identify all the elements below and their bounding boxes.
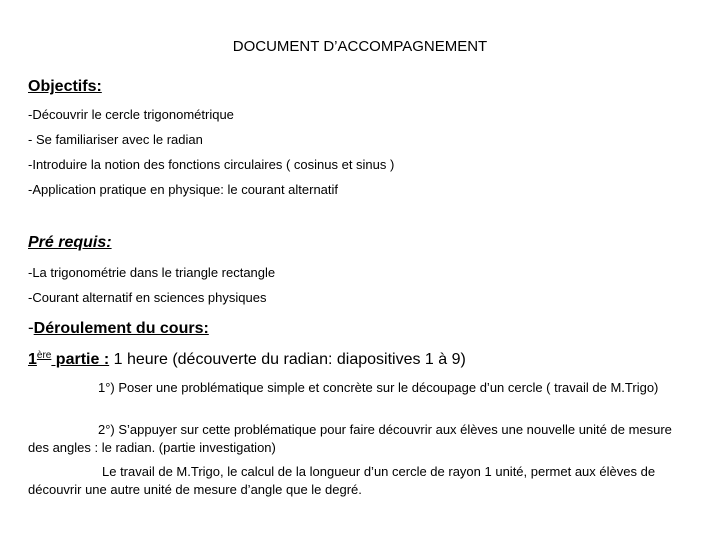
step-paragraph [28,463,678,499]
partie-number: 1 [28,351,37,368]
deroulement-heading-line [28,318,209,338]
partie-description: 1 heure (découverte du radian: diapositives 1 à 9) [109,351,466,368]
step-text: Le travail de M.Trigo, le calcul de la longueur d’un cercle de rayon 1 unité, permet aux élèves de découvrir une autre unité de mesure d’angle que le degré. [28,464,656,497]
partie-label: partie : [51,351,110,368]
step-text: 2°) S’appuyer sur cette problématique pour faire découvrir aux élèves une nouvelle unité de mesure des angles : le radian. (partie investigation) [28,422,672,455]
prerequis-item: -Courant alternatif en sciences physiques [28,290,267,305]
objectif-item: -Application pratique en physique: le courant alternatif [28,182,339,197]
prerequis-item: -La trigonométrie dans le triangle rectangle [28,265,276,280]
objectifs-heading: Objectifs: [28,78,102,95]
step-paragraph [28,421,678,457]
step-text: 1°) Poser une problématique simple et concrète sur le découpage d’un cercle ( travail de M.Trigo) [98,380,659,395]
partie-superscript: ère [36,350,52,361]
deroulement-heading: Déroulement du cours: [33,320,209,337]
deroulement-dash: - [28,318,34,337]
document-title: DOCUMENT D’ACCOMPAGNEMENT [232,38,488,55]
prerequis-heading: Pré requis: [28,234,112,251]
partie-line [28,350,466,369]
objectif-item: -Découvrir le cercle trigonométrique [28,107,234,122]
objectif-item: -Introduire la notion des fonctions circulaires ( cosinus et sinus ) [28,157,395,172]
step-paragraph [28,379,678,397]
objectif-item: - Se familiariser avec le radian [28,132,203,147]
